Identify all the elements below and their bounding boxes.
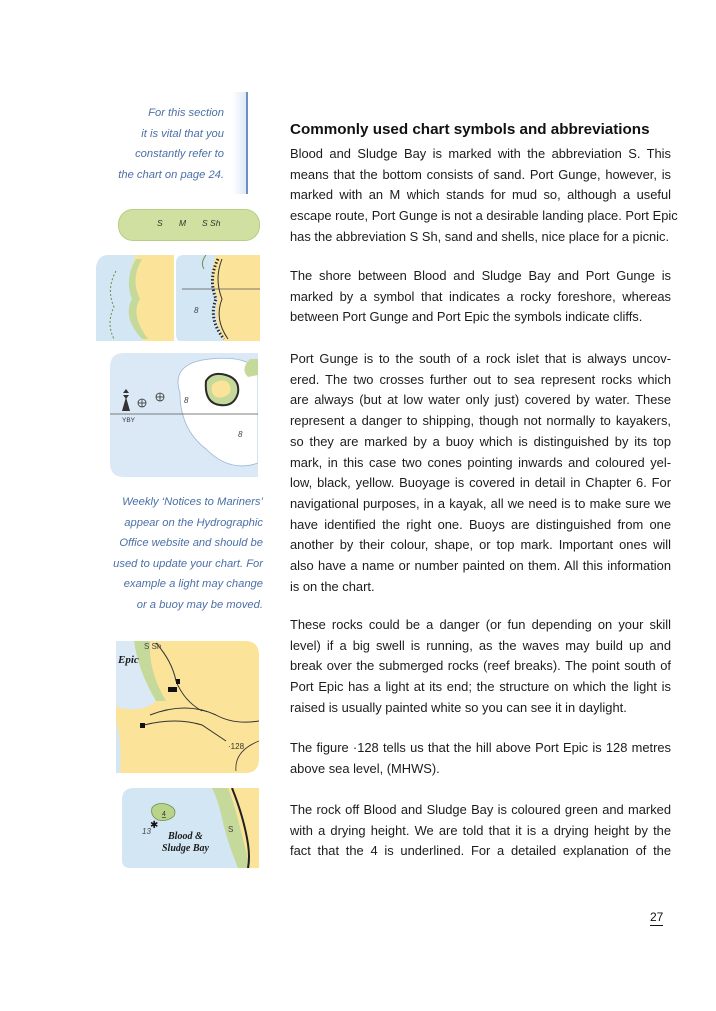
note-line: or a buoy may be moved.: [136, 598, 263, 611]
light-structure-icon: [140, 723, 145, 728]
note-line: example a light may change: [123, 578, 263, 591]
text-line: have identified the right one. Buoys are distinguished from one: [290, 516, 671, 532]
text-line: between Port Gunge and Port Epic the symbols indicate cliffs.: [290, 309, 643, 325]
text-line: navigational purposes, in a kayak, all we need is to make sure we: [290, 495, 671, 511]
text-line: The shore between Blood and Sludge Bay and Port Gunge is: [290, 268, 671, 283]
text-line: fact that the 4 is underlined. For a detailed explanation of the: [290, 843, 671, 859]
seabed-abbreviation-strip: [118, 209, 260, 241]
text-line: above sea level, (MHWS).: [290, 760, 440, 776]
text-line: These rocks could be a danger (or fun depending on your skill: [290, 617, 671, 632]
text-line: Port Gunge is to the south of a rock islet that is always uncov-: [290, 351, 671, 366]
place-name: Sludge Bay: [162, 843, 209, 854]
paragraph-height: [290, 738, 671, 779]
paragraph-seabed: [290, 144, 678, 248]
text-line: raised is usually painted white so you can see it in daylight.: [290, 699, 627, 715]
note-line: Weekly ‘Notices to Mariners’: [122, 496, 263, 508]
text-line: The figure ·128 tells us that the hill above Port Epic is 128 metres: [290, 740, 671, 755]
seabed-label: S: [228, 825, 234, 834]
sounding: 8: [238, 430, 243, 439]
shoreline-chart-excerpt: [96, 255, 260, 341]
place-name: Blood &: [168, 831, 203, 842]
text-line: marked with an M which stands for mud so, although a useful: [290, 187, 671, 203]
text-line: low, black, yellow. Buoyage is covered in detail in Chapter 6. For: [290, 475, 671, 491]
building-icon: [176, 679, 180, 684]
place-name: Epic: [118, 654, 139, 666]
text-line: level) if a big swell is running, as the waves may build up and: [290, 637, 671, 653]
building-icon: [168, 687, 177, 692]
page-number: 27: [650, 910, 664, 924]
margin-note-notices-to-mariners: [90, 492, 263, 616]
note-line: constantly refer to: [135, 148, 224, 161]
paragraph-drying-height: [290, 800, 671, 862]
text-line: means that the bottom consists of sand. Port Gunge, however, is: [290, 166, 671, 182]
text-line: another by their colour, shape, or top mark. Important ones will: [290, 537, 671, 553]
spot-height: ·128: [228, 742, 245, 751]
paragraph-shore: [290, 266, 671, 328]
text-line: is on the chart.: [290, 578, 375, 594]
text-line: escape route, Port Gunge is not a desirable landing place. Port Epic: [290, 208, 678, 224]
seabed-label: S Sh: [144, 642, 162, 651]
rocks-buoy-chart-excerpt: [110, 353, 258, 477]
text-line: so they are marked by a buoy which is distinguished by its top: [290, 433, 671, 449]
note-line: used to update your chart. For: [113, 557, 263, 570]
port-epic-chart-excerpt: [116, 641, 259, 773]
note-line: appear on the Hydrographic: [124, 516, 263, 529]
drying-height: 4: [162, 811, 166, 818]
note-line: the chart on page 24.: [118, 168, 224, 181]
text-line: Port Epic has a light at its end; the structure on which the light is: [290, 679, 671, 695]
text-line: also have a name or number painted on them. All this information: [290, 558, 671, 574]
section-heading: Commonly used chart symbols and abbreviations: [290, 121, 650, 138]
text-line: Blood and Sludge Bay is marked with the abbreviation S. This: [290, 146, 671, 161]
note-line: Office website and should be: [119, 537, 263, 550]
abbr-mud: M: [179, 218, 187, 228]
buoy-label: YBY: [122, 417, 136, 424]
sounding: 13: [142, 827, 151, 836]
note-line: it is vital that you: [141, 127, 224, 140]
note-accent-bar: [232, 92, 248, 194]
text-line: The rock off Blood and Sludge Bay is coloured green and marked: [290, 802, 671, 817]
abbr-sand-shells: S Sh: [202, 218, 221, 228]
paragraph-swell: [290, 615, 671, 719]
text-line: ered. The two crosses further out to sea represent rocks which: [290, 371, 671, 387]
rock-symbol-icon: ✱: [150, 820, 159, 831]
text-line: mark, in this case two cones pointing inwards and coloured yel-: [290, 454, 671, 470]
blood-sludge-bay-chart-excerpt: [122, 788, 259, 868]
text-line: has the abbreviation S Sh, sand and shells, nice place for a picnic.: [290, 228, 670, 244]
text-line: marked by a symbol that indicates a rocky foreshore, whereas: [290, 288, 671, 304]
paragraph-rocks-buoy: [290, 349, 671, 597]
sounding: 8: [184, 396, 189, 405]
text-line: with a drying height. We are told that it is a drying height by the: [290, 822, 671, 838]
abbr-sand: S: [157, 218, 163, 228]
margin-note-chart-reference: [100, 103, 224, 185]
text-line: break over the submerged rocks (reef breaks). The point south of: [290, 658, 671, 674]
text-line: represent a danger to shipping, though not normally to kayakers,: [290, 413, 671, 429]
text-line: are always (but at low water only just) covered by water. These: [290, 392, 671, 408]
note-line: For this section: [148, 107, 224, 119]
sounding: 8: [194, 306, 199, 315]
